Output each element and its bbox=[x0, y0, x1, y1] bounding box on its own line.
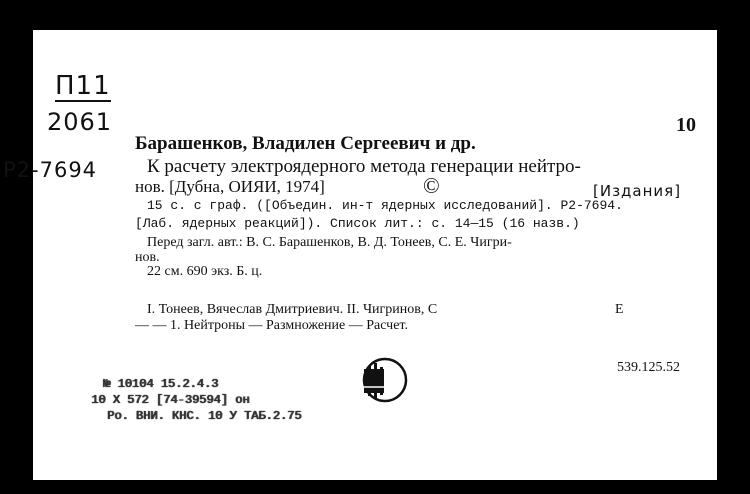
collation-line-2: [Лаб. ядерных реакций]). Список лит.: с. 14—15 (16 назв.) bbox=[135, 216, 580, 231]
added-entries-tail: Е bbox=[615, 302, 624, 317]
handwritten-number: 2061 bbox=[47, 108, 113, 136]
scan-border-right bbox=[717, 0, 750, 494]
class-number: 10 bbox=[676, 114, 696, 136]
stamp-line-2: 10 Х 572 [74-39594] он bbox=[91, 393, 250, 407]
stamp-line-1: № 10104 15.2.4.3 bbox=[103, 377, 219, 391]
bookchamber-emblem-icon bbox=[355, 357, 413, 405]
udc-number: 539.125.52 bbox=[617, 360, 680, 375]
copyright-symbol: © bbox=[423, 173, 440, 198]
title-line-2: нов. [Дубна, ОИЯИ, 1974] bbox=[135, 177, 325, 196]
subject-headings: — — 1. Нейтроны — Размножение — Расчет. bbox=[135, 318, 408, 333]
handwritten-note: [Издания] bbox=[593, 182, 682, 200]
catalog-card bbox=[3, 30, 717, 480]
scan-border-left bbox=[0, 0, 33, 494]
title-line-1: К расчету электроядерного метода генерации нейтро- bbox=[147, 156, 581, 177]
note-line-2: нов. bbox=[135, 250, 160, 265]
collation-line-1: 15 с. с граф. ([Объедин. ин-т ядерных исследований]. Р2-7694. bbox=[147, 198, 623, 213]
added-entries: I. Тонеев, Вячеслав Дмитриевич. II. Чигринов, С bbox=[147, 302, 438, 317]
physical-description: 22 см. 690 экз. Б. ц. bbox=[147, 264, 263, 279]
stamp-line-3: Ро. ВНИ. КНС. 10 У ТАБ.2.75 bbox=[107, 409, 302, 423]
author-heading: Барашенков, Владилен Сергеевич и др. bbox=[135, 133, 476, 154]
scan-border-top bbox=[0, 0, 750, 30]
note-line-1: Перед загл. авт.: В. С. Барашенков, В. Д. Тонеев, С. Е. Чигри- bbox=[147, 235, 512, 250]
scan-border-bottom bbox=[0, 480, 750, 494]
handwritten-shelf-mark: П11 bbox=[55, 71, 111, 101]
handwritten-series-code: Р2-7694 bbox=[3, 158, 98, 182]
